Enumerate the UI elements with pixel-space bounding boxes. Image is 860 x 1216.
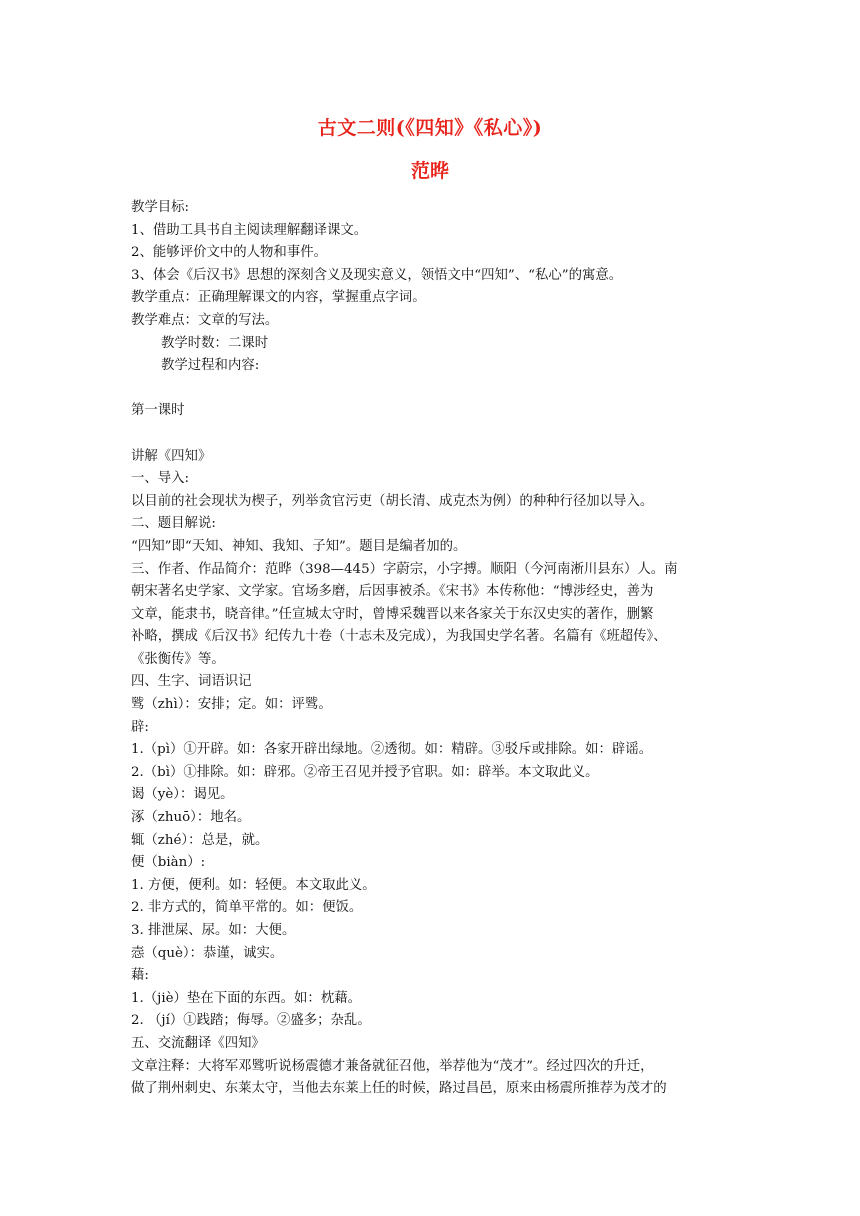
vocab-line: 藉: [131,968,149,984]
vocab-line: 2. 非方式的，简单平常的。如：便饭。 [131,900,363,916]
vocab-line: 1. 方便，便利。如：轻便。本文取此义。 [131,877,376,893]
document-title: 古文二则(《四知》《私心》) [317,117,543,139]
author-intro-line: 补略，撰成《后汉书》纪传九十卷（十志未及完成），为我国史学名著。名篇有《班超传》、 [131,629,667,645]
goal-item: 1、借助工具书自主阅读理解翻译课文。 [131,222,368,238]
author-intro-line: 文章，能隶书，晓音律。”任宣城太守时，曾博采魏晋以来各家关于东汉史实的著作，删繁 [131,606,654,622]
vocab-heading: 四、生字、词语识记 [131,674,252,690]
vocab-line: 便（biàn）: [131,855,206,871]
document-body [131,197,737,1101]
topic-heading: 二、题目解说: [131,516,216,532]
goals-heading: 教学目标: [131,200,190,215]
vocab-line: 涿（zhuō）：地名。 [131,810,251,826]
translate-heading: 五、交流翻译《四知》 [131,1035,265,1051]
vocab-line: 辟: [131,719,149,735]
author-intro-line: 朝宋著名史学家、文学家。官场多磨，后因事被杀。《宋书》本传称他：“博涉经史，善为 [131,584,654,600]
vocab-line: 2. （jí）①践踏；侮辱。②盛多；杂乱。 [131,1013,371,1029]
vocab-line: 辄（zhé）：总是，就。 [131,832,269,848]
key-point: 教学重点：正确理解课文的内容，掌握重点字词。 [131,290,426,306]
vocab-line: 悫（què）：恭谨，诚实。 [131,945,284,961]
author-name: 范晔 [410,160,449,182]
intro-text: 以目前的社会现状为楔子，列举贪官污吏（胡长清、成克杰为例）的种种行径加以导入。 [131,493,654,509]
vocab-line: 2.（bì）①排除。如：辟邪。②帝王召见并授予官职。如：辟举。本文取此义。 [131,764,599,780]
teaching-process: 教学过程和内容: [161,358,260,374]
spacer [131,378,737,401]
spacer [131,423,737,446]
vocab-line: 谒（yè）：谒见。 [131,787,234,803]
vocab-line: 3. 排泄屎、尿。如：大便。 [131,923,296,938]
vocab-line: 1.（jiè）垫在下面的东西。如：枕藉。 [131,990,361,1006]
intro-heading: 一、导入: [131,471,190,487]
vocab-line: 1.（pì）①开辟。如：各家开辟出绿地。②透彻。如：精辟。③驳斥或排除。如：辟谣。 [131,742,653,758]
author-intro-line: 三、作者、作品简介：范晔（398—445）字蔚宗，小字搏。顺阳（今河南淅川县东）人。南 [131,561,678,577]
translate-line: 文章注释：大将军邓骘听说杨震德才兼备就征召他，举荐他为“茂才”。经过四次的升迁， [131,1058,654,1074]
topic-text: “四知”即“天知、神知、我知、子知”。题目是编者加的。 [131,538,467,554]
lecture-heading: 讲解《四知》 [131,448,212,464]
vocab-line: 骘（zhì）：安排；定。如：评骘。 [131,697,332,713]
author-intro-line: 《张衡传》等。 [131,651,225,667]
translate-line: 做了荆州刺史、东莱太守，当他去东莱上任的时候，路过昌邑，原来由杨震所推荐为茂才的 [131,1081,667,1097]
goal-item: 3、体会《后汉书》思想的深刻含义及现实意义，领悟文中“四知”、“私心”的寓意。 [131,267,623,283]
teaching-hours: 教学时数：二课时 [161,335,269,351]
goal-item: 2、能够评价文中的人物和事件。 [131,245,327,261]
difficulty: 教学难点：文章的写法。 [131,312,279,328]
lesson-heading: 第一课时 [131,403,185,419]
